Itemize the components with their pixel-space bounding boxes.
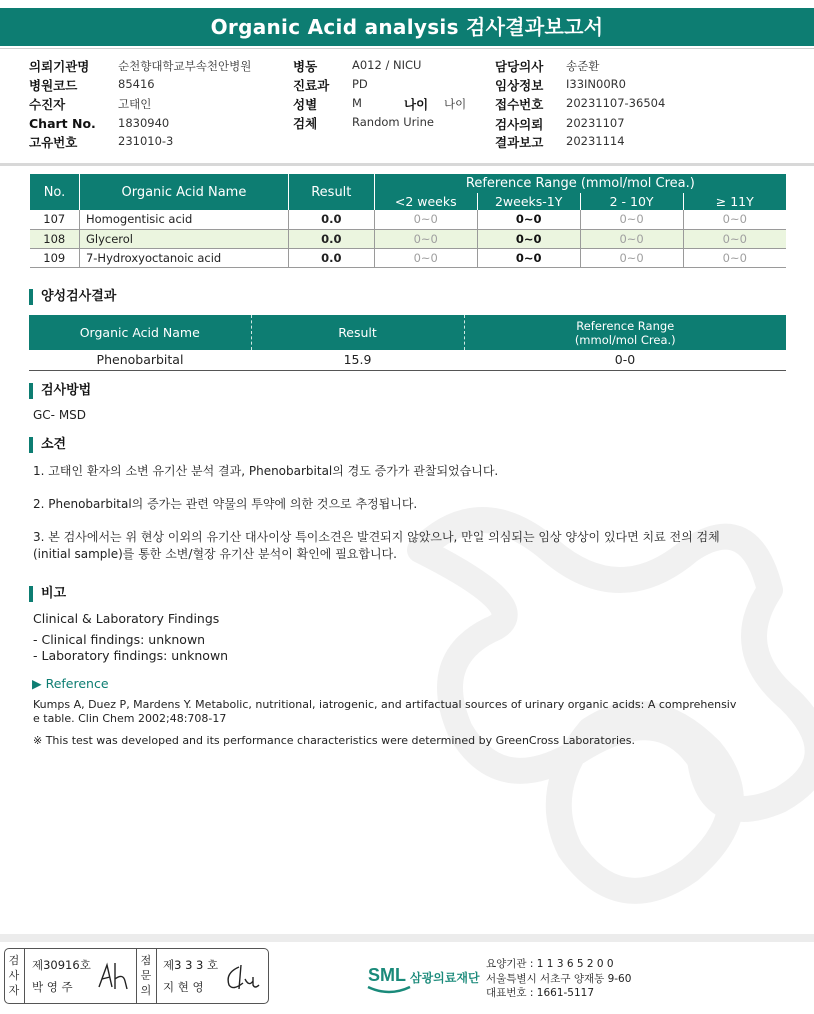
requesting-org-label: 의뢰기관명 bbox=[29, 59, 90, 74]
row-range-2w-1y: 0~0 bbox=[477, 210, 580, 229]
clinical-info: I33IN00R0 bbox=[566, 77, 626, 91]
col-reference-range bbox=[464, 315, 786, 350]
row-name: Homogentisic acid bbox=[79, 210, 288, 229]
lab-phone: 대표번호 : 1661-5117 bbox=[486, 987, 595, 999]
ward-label: 병동 bbox=[293, 59, 318, 74]
col-reference-range: Reference Range (mmol/mol Crea.) bbox=[374, 174, 786, 193]
finding-item: 3. 본 검사에서는 위 현상 이외의 유기산 대사이상 특이소견은 발견되지 않았으나, 만일 의심되는 임상 양상이 있다면 치료 전의 검체 bbox=[33, 530, 720, 544]
col-range-ge11y: ≥ 11Y bbox=[683, 193, 786, 210]
row-result: 0.0 bbox=[288, 248, 374, 267]
row-name: 7-Hydroxyoctanoic acid bbox=[79, 248, 288, 267]
row-result: 15.9 bbox=[251, 350, 464, 370]
col-range-2w-1y: 2weeks-1Y bbox=[477, 193, 580, 210]
method-title: 검사방법 bbox=[29, 383, 91, 399]
department: PD bbox=[352, 77, 368, 91]
citation-line: Kumps A, Duez P, Mardens Y. Metabolic, nutritional, iatrogenic, and artifactual sources of urinary organic acids: A comprehensiv bbox=[33, 698, 737, 711]
table-row bbox=[30, 248, 787, 267]
clinical-findings: - Clinical findings: unknown bbox=[33, 632, 206, 647]
row-result: 0.0 bbox=[288, 229, 374, 248]
row-range: 0-0 bbox=[464, 350, 786, 370]
age: 나이 bbox=[444, 97, 467, 111]
report-title: Organic Acid analysis 검사결과보고서 bbox=[0, 8, 814, 46]
reviewer-signature bbox=[223, 961, 263, 993]
reviewer-name: 지 현 영 bbox=[163, 980, 204, 994]
examiner-name: 박 영 주 bbox=[32, 980, 73, 994]
background-watermark bbox=[360, 430, 814, 930]
examiner-signature bbox=[95, 959, 129, 995]
disclaimer-note: ※ This test was developed and its performance characteristics were determined by GreenCross Laboratories. bbox=[33, 734, 636, 747]
finding-item: 2. Phenobarbital의 증가는 관련 약물의 투약에 의한 것으로 추정됩니다. bbox=[33, 497, 418, 511]
hospital-code: 85416 bbox=[118, 77, 155, 91]
row-no: 107 bbox=[30, 210, 80, 229]
recipient: 고태인 bbox=[118, 97, 152, 111]
lab-code: 요양기관 : 1 1 3 6 5 2 0 0 bbox=[486, 958, 614, 970]
examiner-label: 검 사 자 bbox=[8, 954, 20, 997]
row-range-lt2w: 0~0 bbox=[374, 248, 477, 267]
citation-line: e table. Clin Chem 2002;48:708-17 bbox=[33, 712, 227, 725]
range-label: Reference Range bbox=[576, 318, 675, 333]
col-name: Organic Acid Name bbox=[29, 315, 251, 350]
request-date: 20231107 bbox=[566, 116, 625, 130]
department-label: 진료과 bbox=[293, 78, 330, 93]
sex-label: 성별 bbox=[293, 97, 318, 112]
request-date-label: 검사의뢰 bbox=[495, 117, 544, 132]
divider bbox=[0, 163, 814, 166]
lab-info bbox=[486, 957, 631, 1001]
lab-address: 서울특별시 서초구 양재동 9-60 bbox=[486, 972, 632, 985]
examiner-license: 제30916호 bbox=[32, 958, 91, 972]
specimen: Random Urine bbox=[352, 115, 434, 129]
remarks-heading: Clinical & Laboratory Findings bbox=[33, 611, 220, 626]
col-range-lt2w: <2 weeks bbox=[374, 193, 477, 210]
table-row bbox=[30, 210, 787, 229]
report-date: 20231114 bbox=[566, 134, 625, 148]
row-range-ge11y: 0~0 bbox=[683, 210, 786, 229]
row-no: 109 bbox=[30, 248, 80, 267]
finding-item: 1. 고태인 환자의 소변 유기산 분석 결과, Phenobarbital의 경도 증가가 관찰되었습니다. bbox=[33, 464, 499, 478]
row-range-2-10y: 0~0 bbox=[580, 210, 683, 229]
row-range-2-10y: 0~0 bbox=[580, 248, 683, 267]
table-row bbox=[30, 229, 787, 248]
findings-title: 소견 bbox=[29, 437, 66, 453]
row-result: 0.0 bbox=[288, 210, 374, 229]
positive-results-title: 양성검사결과 bbox=[29, 289, 116, 305]
recipient-label: 수진자 bbox=[29, 97, 66, 112]
row-no: 108 bbox=[30, 229, 80, 248]
row-range-lt2w: 0~0 bbox=[374, 229, 477, 248]
signature-box bbox=[4, 948, 269, 1004]
range-unit: (mmol/mol Crea.) bbox=[574, 332, 676, 347]
clinical-info-label: 임상정보 bbox=[495, 78, 544, 93]
table-row bbox=[29, 350, 786, 370]
report-date-label: 결과보고 bbox=[495, 135, 544, 150]
laboratory-findings: - Laboratory findings: unknown bbox=[33, 648, 229, 663]
doctor-label: 담당의사 bbox=[495, 59, 544, 74]
divider bbox=[0, 48, 814, 49]
patient-info bbox=[0, 55, 814, 155]
lab-name: 삼광의료재단 bbox=[410, 971, 480, 985]
reviewer-label: 점 문 의 bbox=[140, 954, 152, 997]
col-result: Result bbox=[251, 315, 464, 350]
footer-band bbox=[0, 934, 814, 942]
age-label: 나이 bbox=[404, 97, 429, 112]
ward: A012 / NICU bbox=[352, 58, 422, 72]
col-no: No. bbox=[30, 174, 80, 210]
organic-acid-table bbox=[29, 174, 786, 268]
receipt-no-label: 접수번호 bbox=[495, 97, 544, 112]
row-name: Glycerol bbox=[79, 229, 288, 248]
hospital-code-label: 병원코드 bbox=[29, 78, 78, 93]
col-result: Result bbox=[288, 174, 374, 210]
doctor: 송준환 bbox=[566, 59, 600, 73]
receipt-no: 20231107-36504 bbox=[566, 96, 666, 110]
row-range-2-10y: 0~0 bbox=[580, 229, 683, 248]
method-text: GC- MSD bbox=[33, 408, 87, 422]
row-range-ge11y: 0~0 bbox=[683, 248, 786, 267]
requesting-org: 순천향대학교부속천안병원 bbox=[118, 59, 252, 73]
positive-results-table bbox=[29, 315, 786, 371]
remarks-title: 비고 bbox=[29, 586, 66, 602]
col-range-2-10y: 2 - 10Y bbox=[580, 193, 683, 210]
sex: M bbox=[352, 96, 362, 110]
sml-logo-icon bbox=[366, 957, 412, 997]
specimen-label: 검체 bbox=[293, 116, 318, 131]
row-range-2w-1y: 0~0 bbox=[477, 229, 580, 248]
unique-no-label: 고유번호 bbox=[29, 135, 78, 150]
col-name: Organic Acid Name bbox=[79, 174, 288, 210]
row-range-lt2w: 0~0 bbox=[374, 210, 477, 229]
chart-no: 1830940 bbox=[118, 116, 170, 130]
reviewer-license: 제3 3 3 호 bbox=[163, 958, 219, 972]
finding-item: (initial sample)를 통한 소변/혈장 유기산 분석이 확인에 필요합니다. bbox=[33, 547, 397, 561]
svg-text:SML: SML bbox=[368, 965, 406, 985]
unique-no: 231010-3 bbox=[118, 134, 174, 148]
reference-label: ▶ Reference bbox=[32, 676, 109, 691]
row-range-2w-1y: 0~0 bbox=[477, 248, 580, 267]
row-name: Phenobarbital bbox=[29, 350, 251, 370]
chart-no-label: Chart No. bbox=[29, 116, 96, 131]
row-range-ge11y: 0~0 bbox=[683, 229, 786, 248]
